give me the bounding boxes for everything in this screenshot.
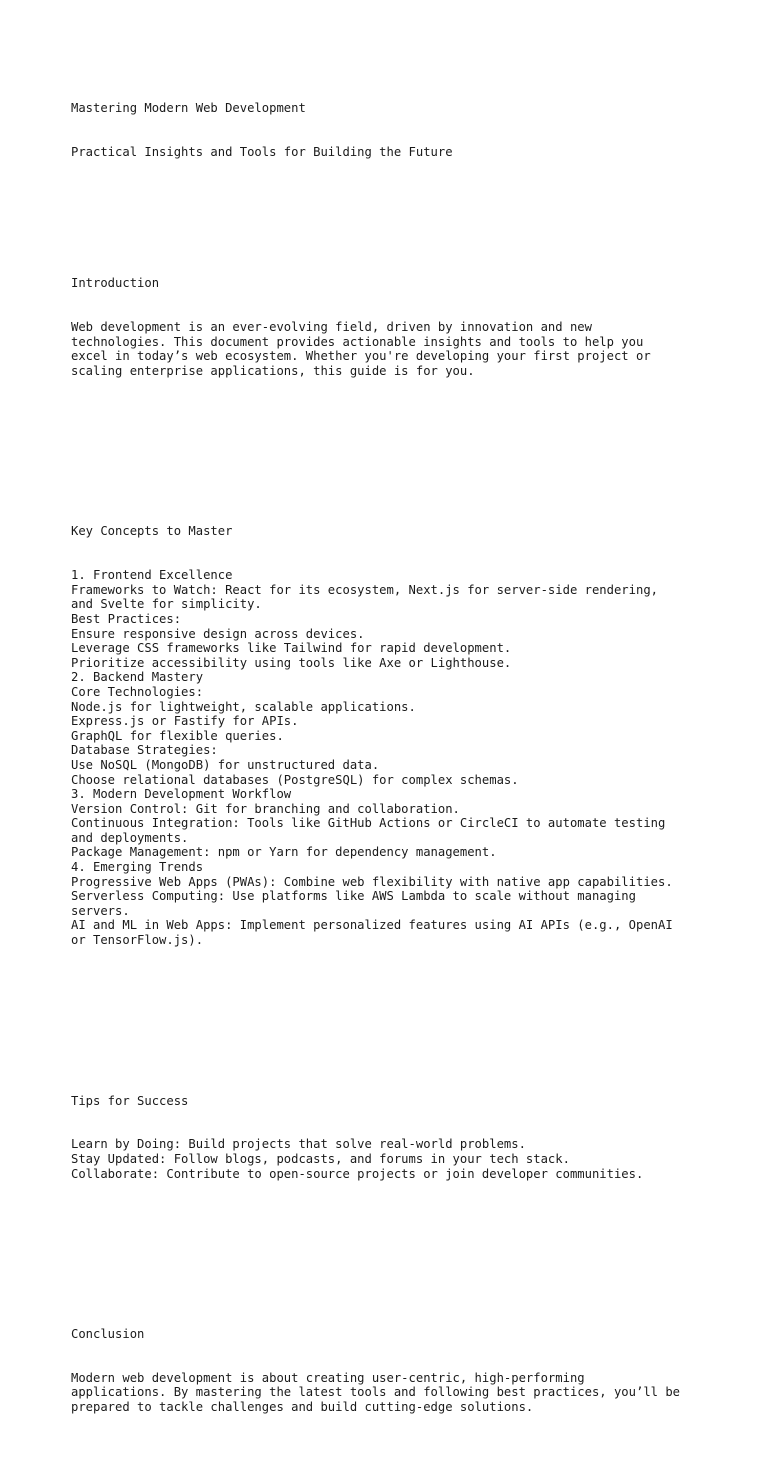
text-line: 3. Modern Development Workflow (71, 787, 292, 802)
section-conclusion (71, 1298, 751, 1444)
section-body (71, 1137, 751, 1181)
text-line: and Svelte for simplicity. (71, 597, 262, 612)
text-line: Learn by Doing: Build projects that solve real-world problems. (71, 1137, 526, 1152)
text-line: Core Technologies: (71, 684, 204, 699)
text-line: Best Practices: (71, 611, 182, 626)
text-line: scaling enterprise applications, this guide is for you. (71, 363, 475, 378)
section-heading: Key Concepts to Master (71, 524, 233, 539)
text-line: Frameworks to Watch: React for its ecosystem, Next.js for server-side rendering, (71, 582, 658, 597)
text-line: Continuous Integration: Tools like GitHub Actions or CircleCI to automate testing (71, 816, 666, 831)
section-heading: Conclusion (71, 1327, 145, 1342)
section-introduction (71, 247, 751, 408)
text-line: applications. By mastering the latest tools and following best practices, you’ll be (71, 1385, 681, 1400)
document-title: Mastering Modern Web Development (71, 101, 306, 116)
text-line: Web development is an ever-evolving field, driven by innovation and new (71, 320, 592, 335)
text-line: Choose relational databases (PostgreSQL) for complex schemas. (71, 772, 519, 787)
text-line: Stay Updated: Follow blogs, podcasts, and forums in your tech stack. (71, 1151, 570, 1166)
text-line: Leverage CSS frameworks like Tailwind for rapid development. (71, 641, 512, 656)
text-line: Package Management: npm or Yarn for dependency management. (71, 845, 497, 860)
text-line: or TensorFlow.js). (71, 933, 204, 948)
text-line: Use NoSQL (MongoDB) for unstructured data. (71, 757, 380, 772)
text-line: Node.js for lightweight, scalable applications. (71, 699, 416, 714)
text-line: prepared to tackle challenges and build cutting-edge solutions. (71, 1400, 534, 1415)
text-line: Ensure responsive design across devices. (71, 626, 365, 641)
spacer (71, 189, 751, 204)
text-line: 1. Frontend Excellence (71, 568, 233, 583)
text-line: Collaborate: Contribute to open-source projects or join developer communities. (71, 1166, 644, 1181)
text-line: technologies. This document provides actionable insights and tools to help you (71, 334, 644, 349)
section-tips (71, 1064, 751, 1210)
spacer (71, 1240, 751, 1255)
text-line: AI and ML in Web Apps: Implement personalized features using AI APIs (e.g., OpenAI (71, 918, 673, 933)
text-line: Prioritize accessibility using tools like Axe or Lighthouse. (71, 655, 512, 670)
text-line: Express.js or Fastify for APIs. (71, 714, 299, 729)
text-line: Progressive Web Apps (PWAs): Combine web flexibility with native app capabilities. (71, 874, 673, 889)
section-heading: Introduction (71, 276, 160, 291)
text-line: and deployments. (71, 830, 189, 845)
text-line: Version Control: Git for branching and collaboration. (71, 801, 460, 816)
document-page (71, 72, 751, 1458)
document-subtitle: Practical Insights and Tools for Building the Future (71, 144, 453, 159)
text-line: excel in today’s web ecosystem. Whether you're developing your first project or (71, 349, 651, 364)
spacer (71, 1006, 751, 1021)
text-line: Database Strategies: (71, 743, 218, 758)
text-line: Serverless Computing: Use platforms like AWS Lambda to scale without managing (71, 889, 636, 904)
text-line: Modern web development is about creating user-centric, high-performing (71, 1370, 585, 1385)
text-line: GraphQL for flexible queries. (71, 728, 284, 743)
spacer (71, 437, 751, 452)
text-line: servers. (71, 903, 130, 918)
section-body (71, 568, 751, 947)
section-body (71, 320, 751, 378)
text-line: 2. Backend Mastery (71, 670, 204, 685)
text-line: 4. Emerging Trends (71, 860, 204, 875)
section-key-concepts (71, 495, 751, 977)
section-body (71, 1371, 751, 1415)
section-heading: Tips for Success (71, 1093, 189, 1108)
